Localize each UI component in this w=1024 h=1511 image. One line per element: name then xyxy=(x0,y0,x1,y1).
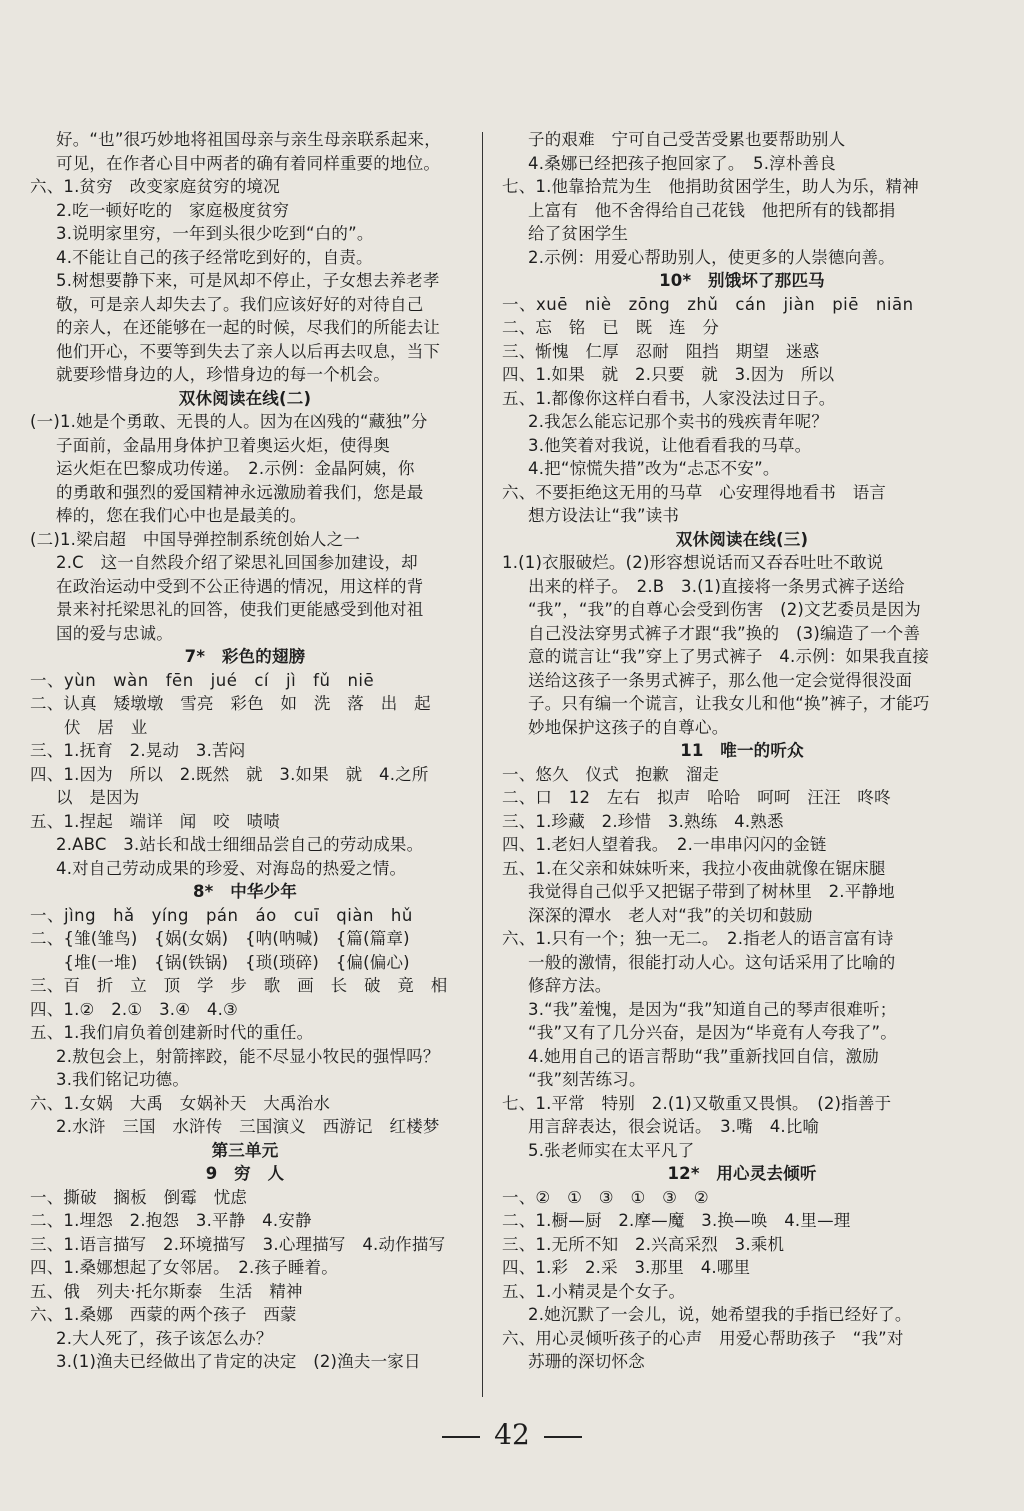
answer-line: 3.我们铭记功德。 xyxy=(56,1070,190,1089)
footer-dash-right xyxy=(544,1436,582,1438)
answer-line: 国的爱与忠诚。 xyxy=(56,623,173,643)
answer-line: 他们开心，不要等到失去了亲人以后再去叹息，当下 xyxy=(56,341,441,361)
answer-line: 运火炬在巴黎成功传递。 2.示例：金晶阿姨，你 xyxy=(56,459,415,478)
answer-line: 3.“我”羞愧，是因为“我”知道自己的琴声很难听； xyxy=(528,999,897,1019)
answer-line: 二、口 12 左右 拟声 哈哈 呵呵 汪汪 咚咚 xyxy=(502,788,891,807)
answer-line: 六、1.女娲 大禹 女娲补天 大禹治水 xyxy=(30,1093,331,1113)
answer-line: 1.(1)衣服破烂。(2)形容想说话而又吞吞吐吐不敢说 xyxy=(502,553,884,572)
answer-line: 五、1.小精灵是个女子。 xyxy=(502,1281,686,1301)
answer-line: 出来的样子。 2.B 3.(1)直接将一条男式裤子送给 xyxy=(528,576,905,596)
answer-line: 2.她沉默了一会儿，说，她希望我的手指已经好了。 xyxy=(528,1305,912,1324)
answer-line: 3.说明家里穷，一年到头很少吃到“白的”。 xyxy=(56,224,374,243)
answer-line: 就要珍惜身边的人，珍惜身边的每一个机会。 xyxy=(56,365,390,384)
answer-line: 3.他笑着对我说，让他看看我的马草。 xyxy=(528,435,812,455)
answer-line: 子的艰难 宁可自己受苦受累也要帮助别人 xyxy=(528,130,846,149)
answer-line: 二、认真 矮墩墩 雪亮 彩色 如 洗 落 出 起 xyxy=(30,694,431,713)
answer-line: 4.对自己劳动成果的珍爱、对海岛的热爱之情。 xyxy=(56,858,407,878)
answer-line: 4.把“惊慌失措”改为“忐忑不安”。 xyxy=(528,459,780,478)
answer-line: 四、1.桑娜想起了女邻居。 2.孩子睡着。 xyxy=(30,1258,338,1277)
answer-line: 我觉得自己似乎又把锯子带到了树林里 2.平静地 xyxy=(528,882,895,901)
answer-line: 棒的，您在我们心中也是最美的。 xyxy=(56,506,307,525)
answer-line: 苏珊的深切怀念 xyxy=(528,1352,645,1371)
answer-line: 四、1.因为 所以 2.既然 就 3.如果 就 4.之所 xyxy=(30,764,429,784)
answer-line: 2.ABC 3.站长和战士细细品尝自己的劳动成果。 xyxy=(56,835,424,854)
answer-line: 一、撕破 搁板 倒霉 忧虑 xyxy=(30,1187,248,1207)
answer-line: 2.C 这一自然段介绍了梁思礼回国参加建设，却 xyxy=(56,553,418,572)
answer-line: 上富有 他不舍得给自己花钱 他把所有的钱都捐 xyxy=(528,200,896,220)
answer-line: 六、用心灵倾听孩子的心声 用爱心帮助孩子 “我”对 xyxy=(502,1328,904,1348)
answer-line: 妙地保护这孩子的自尊心。 xyxy=(528,717,729,737)
answer-line: 4.不能让自己的孩子经常吃到好的，自责。 xyxy=(56,247,373,267)
answer-line: “我”刻苦练习。 xyxy=(528,1070,646,1089)
answer-line: 3.(1)渔夫已经做出了肯定的决定 (2)渔夫一家日 xyxy=(56,1352,421,1371)
answer-line: (二)1.梁启超 中国导弹控制系统创始人之一 xyxy=(30,529,361,549)
answer-line: 的亲人，在还能够在一起的时候，尽我们的所能去让 xyxy=(56,318,441,337)
answer-line: 子面前，金晶用身体护卫着奥运火炬，使得奥 xyxy=(56,435,390,455)
answer-line: 一、悠久 仪式 抱歉 溜走 xyxy=(502,764,720,784)
answer-line: 六、1.只有一个；独一无二。 2.指老人的语言富有诗 xyxy=(502,929,894,948)
answer-line: 六、不要拒绝这无用的马草 心安理得地看书 语言 xyxy=(502,482,887,502)
answer-line: 子。只有编一个谎言，让我女儿和他“换”裤子，才能巧 xyxy=(528,694,930,713)
answer-line: 用言辞表达，很会说话。 3.嘴 4.比喻 xyxy=(528,1117,820,1136)
answer-line: 意的谎言让“我”穿上了男式裤子 4.示例：如果我直接 xyxy=(528,647,930,666)
answer-line: 七、1.平常 特别 2.(1)又敬重又畏惧。 (2)指善于 xyxy=(502,1093,892,1113)
answer-line: 2.示例：用爱心帮助别人，使更多的人崇德向善。 xyxy=(528,247,895,267)
section-title: 双休阅读在线(二) xyxy=(178,388,312,408)
answer-line: 可见，在作者心目中两者的确有着同样重要的地位。 xyxy=(56,153,441,173)
answer-line: 四、1.② 2.① 3.④ 4.③ xyxy=(30,999,239,1019)
answer-line: 三、1.抚育 2.晃动 3.苦闷 xyxy=(30,741,246,760)
answer-line: 修辞方法。 xyxy=(528,976,612,995)
answer-line: 深深的潭水 老人对“我”的关切和鼓励 xyxy=(528,905,813,925)
answer-line: 四、1.老妇人望着我。 2.一串串闪闪的金链 xyxy=(502,835,827,854)
answer-line: 五、1.我们肩负着创建新时代的重任。 xyxy=(30,1023,314,1042)
answer-line: 二、1.埋怨 2.抱怨 3.平静 4.安静 xyxy=(30,1211,312,1230)
answer-line: 4.桑娜已经把孩子抱回家了。 5.淳朴善良 xyxy=(528,153,836,173)
answer-line: 5.树想要静下来，可是风却不停止，子女想去养老孝 xyxy=(56,271,440,290)
answer-line: 三、百 折 立 顶 学 步 歌 画 长 破 竟 相 xyxy=(30,976,448,995)
answer-line: 2.吃一顿好吃的 家庭极度贫穷 xyxy=(56,200,290,220)
answer-line: 一、jìng hǎ yíng pán áo cuī qiàn hǔ xyxy=(30,905,413,925)
answer-line: 五、俄 列夫·托尔斯泰 生活 精神 xyxy=(30,1281,303,1301)
answer-line: 想方设法让“我”读书 xyxy=(528,506,680,525)
answer-line: 三、1.无所不知 2.兴高采烈 3.乘机 xyxy=(502,1234,785,1254)
answer-line: 二、1.橱—厨 2.摩—魔 3.换—唤 4.里—理 xyxy=(502,1211,851,1230)
section-title: 10* 别饿坏了那匹马 xyxy=(659,271,825,290)
answer-line: 敬，可是亲人却失去了。我们应该好好的对待自己 xyxy=(56,294,424,314)
answer-line: (一)1.她是个勇敢、无畏的人。因为在凶残的“藏独”分 xyxy=(30,412,428,431)
answer-line: 2.大人死了，孩子该怎么办？ xyxy=(56,1328,273,1348)
answer-line: 一、② ① ③ ① ③ ② xyxy=(502,1187,709,1207)
section-title: 第三单元 xyxy=(211,1140,279,1160)
answer-line: 2.敖包会上，射箭摔跤，能不尽显小牧民的强悍吗？ xyxy=(56,1046,440,1066)
answer-line: 2.水浒 三国 水浒传 三国演义 西游记 红楼梦 xyxy=(56,1117,440,1136)
answer-line: 四、1.如果 就 2.只要 就 3.因为 所以 xyxy=(502,365,835,384)
page-number: 42 xyxy=(494,1418,530,1451)
answer-line: 三、1.珍藏 2.珍惜 3.熟练 4.熟悉 xyxy=(502,811,784,831)
answer-line: 三、1.语言描写 2.环境描写 3.心理描写 4.动作描写 xyxy=(30,1234,446,1254)
section-title: 11 唯一的听众 xyxy=(680,741,804,760)
answer-line: 六、1.贫穷 改变家庭贫穷的境况 xyxy=(30,177,280,196)
answer-line: 四、1.彩 2.采 3.那里 4.哪里 xyxy=(502,1258,751,1277)
answer-line: 五、1.在父亲和妹妹听来，我拉小夜曲就像在锯床腿 xyxy=(502,858,886,878)
answer-line: 4.她用自己的语言帮助“我”重新找回自信，激励 xyxy=(528,1046,879,1066)
section-title: 9 穷 人 xyxy=(205,1164,285,1183)
answer-line: 2.我怎么能忘记那个卖书的残疾青年呢？ xyxy=(528,412,829,431)
left-column xyxy=(30,128,460,1374)
section-title: 8* 中华少年 xyxy=(192,882,297,901)
answer-line: 好。“也”很巧妙地将祖国母亲与亲生母亲联系起来， xyxy=(56,130,441,149)
answer-line: 给了贫困学生 xyxy=(528,224,629,243)
answer-line: “我”，“我”的自尊心会受到伤害 (2)文艺委员是因为 xyxy=(528,600,921,619)
answer-line: 以 是因为 xyxy=(56,788,140,807)
answer-line: 一、yùn wàn fēn jué cí jì fǔ niē xyxy=(30,670,375,690)
answer-line: 5.张老师实在太平凡了 xyxy=(528,1140,695,1160)
answer-line: 的勇敢和强烈的爱国精神永远激励着我们，您是最 xyxy=(56,482,424,502)
column-divider xyxy=(482,132,483,1397)
answer-line: 一般的激情，很能打动人心。这句话采用了比喻的 xyxy=(528,952,896,972)
answer-line: 七、1.他靠拾荒为生 他捐助贫困学生，助人为乐，精神 xyxy=(502,177,919,196)
answer-line: 景来衬托梁思礼的回答，使我们更能感受到他对祖 xyxy=(56,600,424,619)
answer-line: 六、1.桑娜 西蒙的两个孩子 西蒙 xyxy=(30,1305,297,1324)
answer-line: 送给这孩子一条男式裤子，那么他一定会觉得很没面 xyxy=(528,670,913,690)
section-title: 双休阅读在线(三) xyxy=(675,529,809,549)
answer-line: 在政治运动中受到不公正待遇的情况，用这样的背 xyxy=(56,576,424,596)
answer-line: 伏 居 业 xyxy=(64,717,148,737)
footer-dash-left xyxy=(442,1436,480,1438)
answer-line: 五、1.捏起 端详 闻 咬 啧啧 xyxy=(30,811,280,831)
answer-line: “我”又有了几分兴奋，是因为“毕竟有人夸我了”。 xyxy=(528,1023,897,1042)
section-title: 7* 彩色的翅膀 xyxy=(184,647,306,666)
answer-line: 一、xuē niè zōng zhǔ cán jiàn piē niān xyxy=(502,294,914,314)
answer-line: 三、惭愧 仁厚 忍耐 阻挡 期望 迷惑 xyxy=(502,341,820,361)
page-footer xyxy=(0,1418,1024,1451)
section-title: 12* 用心灵去倾听 xyxy=(667,1164,817,1183)
answer-line: 自己没法穿男式裤子才跟“我”换的 (3)编造了一个善 xyxy=(528,623,921,643)
right-column xyxy=(502,128,982,1374)
answer-line: 五、1.都像你这样白看书，人家没法过日子。 xyxy=(502,388,836,408)
answer-line: {堆(一堆) {锅(铁锅) {琐(琐碎) {偏(偏心) xyxy=(30,952,410,972)
answer-line: 二、{雏(雏鸟) {娲(女娲) {呐(呐喊) {篇(篇章) xyxy=(30,929,410,948)
answer-line: 二、忘 铭 已 既 连 分 xyxy=(502,318,720,337)
